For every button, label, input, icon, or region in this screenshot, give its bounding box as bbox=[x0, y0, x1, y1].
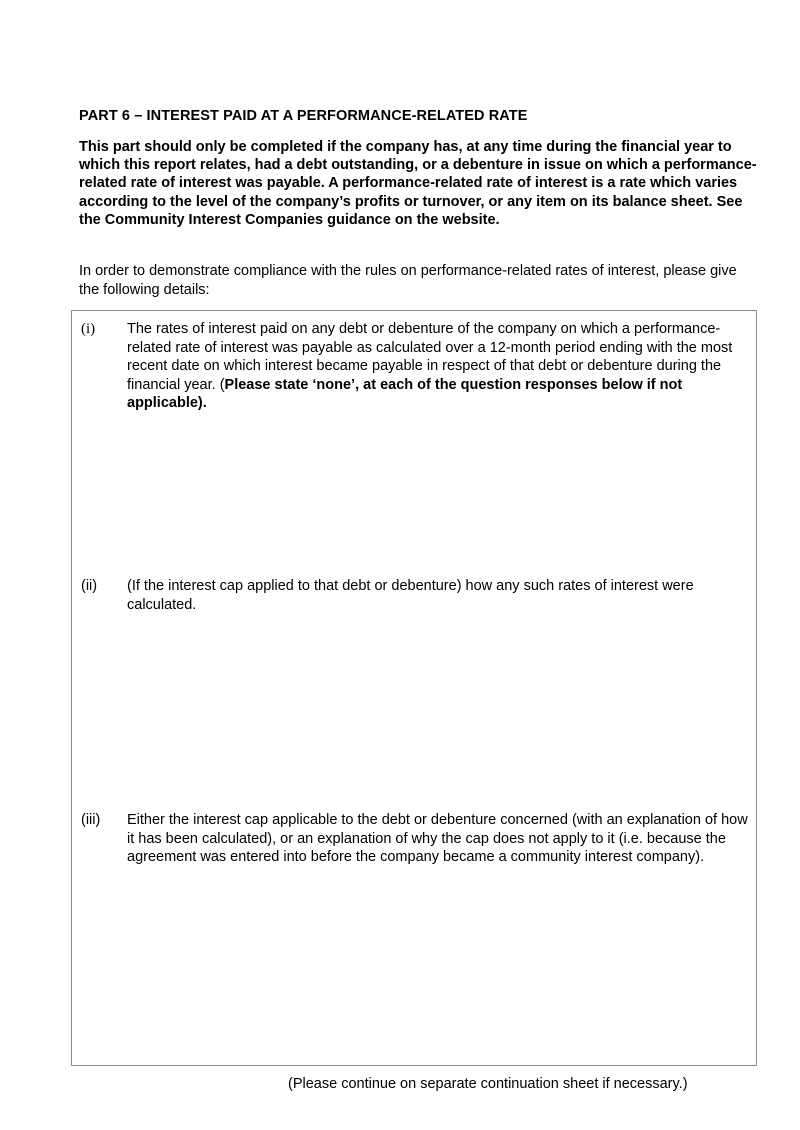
answer-field-ii[interactable] bbox=[127, 631, 747, 791]
question-number: (i) bbox=[81, 321, 96, 337]
question-number: (ii) bbox=[81, 578, 98, 594]
answer-field-i[interactable] bbox=[127, 431, 747, 561]
continuation-note: (Please continue on separate continuation sheet if necessary.) bbox=[288, 1076, 688, 1092]
page-title: PART 6 – INTEREST PAID AT A PERFORMANCE-RELATED RATE bbox=[79, 108, 528, 124]
intro-instructions: This part should only be completed if the company has, at any time during the financial year to which this report relates, had a debt outstanding, or a debenture in issue on which a performance-related rate of interest was payable. A performance-related rate of interest is a rate which varies according to the level of the company’s profits or turnover, or any item on its balance sheet. See the Community Interest Companies guidance on the website. bbox=[79, 139, 757, 228]
question-text: (If the interest cap applied to that debt or debenture) how any such rates of interest were calculated. bbox=[127, 578, 694, 613]
question-text-emphasis: Please state ‘none’, at each of the question responses below if not applicable). bbox=[127, 376, 683, 411]
question-number: (iii) bbox=[81, 812, 101, 828]
answer-box bbox=[71, 310, 757, 1066]
intro-details-prompt: In order to demonstrate compliance with the rules on performance-related rates of interest, please give the following details: bbox=[79, 263, 737, 298]
answer-field-iii[interactable] bbox=[127, 891, 747, 1056]
question-text: Either the interest cap applicable to the debt or debenture concerned (with an explanation of how it has been calculated), or an explanation of why the cap does not apply to it (i.e. because the agreement was entered into before the company became a community interest company). bbox=[127, 812, 748, 865]
question-text-body: The rates of interest paid on any debt or debenture of the company on which a performance-related rate of interest was payable as calculated over a 12-month period ending with the most recent date on which interest became payable in respect of that debt or debenture during the financial year. ( bbox=[127, 321, 733, 393]
question-text bbox=[127, 320, 751, 413]
